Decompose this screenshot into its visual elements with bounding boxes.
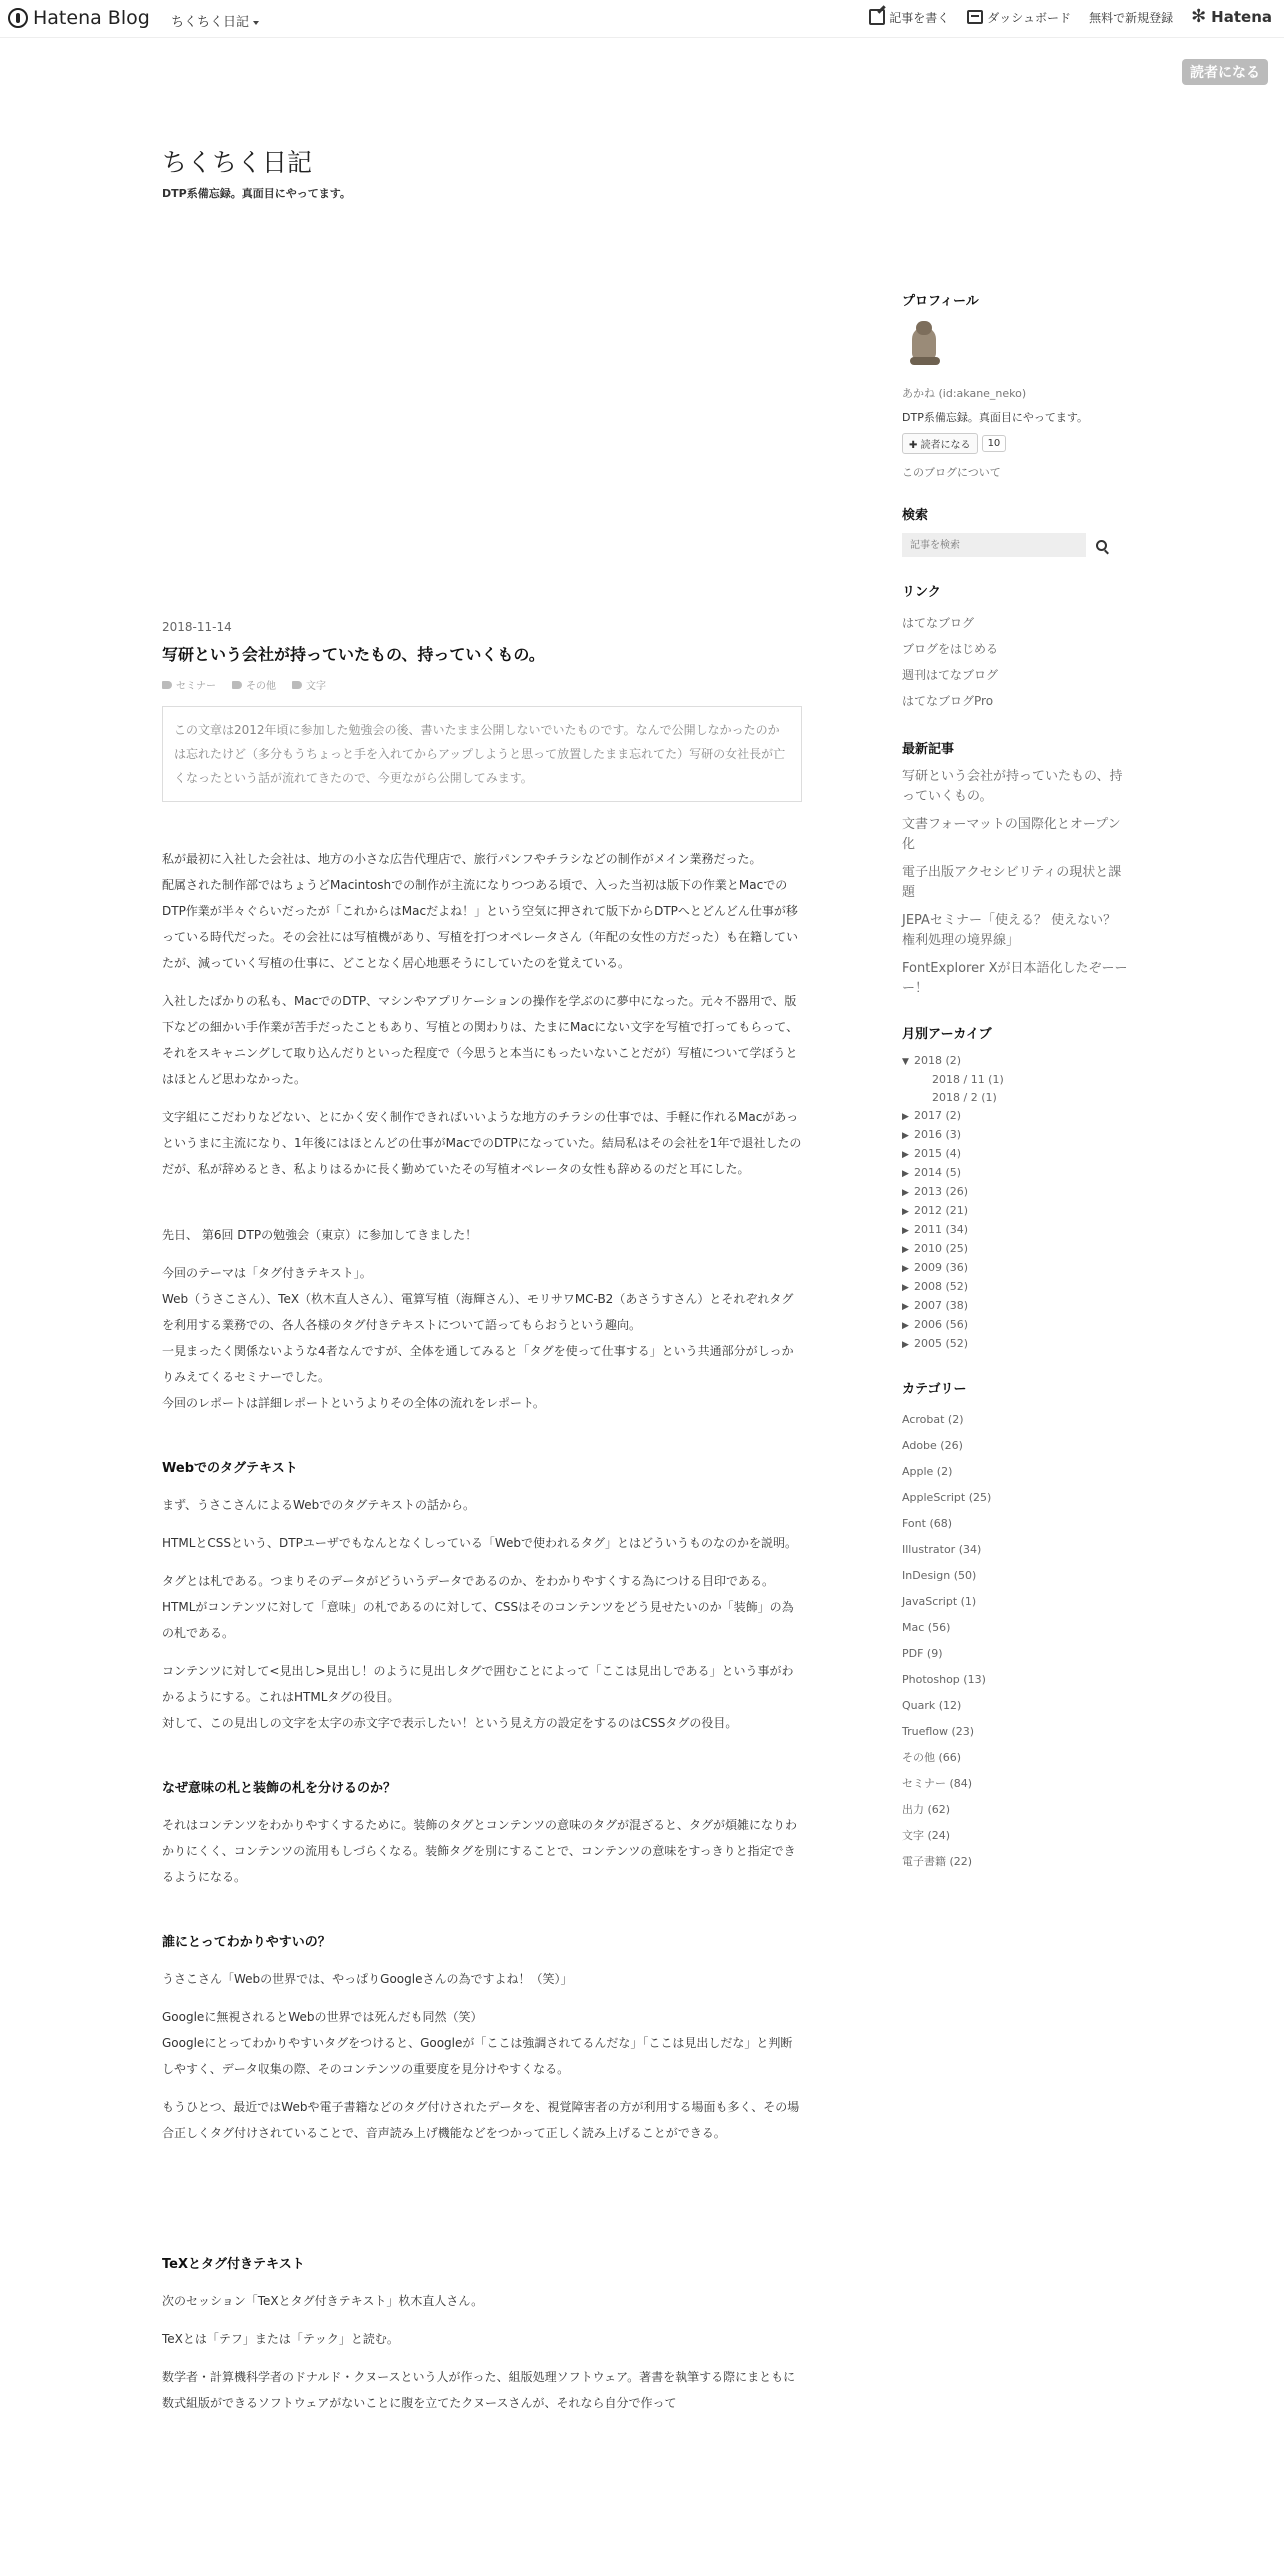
section-heading: TeXとタグ付きテキスト	[162, 2257, 305, 2272]
write-label: 記事を書く	[889, 10, 950, 25]
module-title: 最新記事	[902, 742, 955, 757]
blog-menu[interactable]	[171, 11, 259, 30]
category-item[interactable]: JavaScript (1)	[902, 1595, 977, 1608]
triangle-right-icon: ▶	[902, 1283, 909, 1293]
category-item[interactable]: PDF (9)	[902, 1647, 943, 1660]
recent-entry[interactable]: FontExplorer Xが日本語化したぞーーー！	[902, 961, 1128, 996]
recent-entry[interactable]: 写研という会社が持っていたもの、持っていくもの。	[902, 769, 1123, 804]
hatena-logo-icon	[8, 8, 28, 28]
sidebar-subscribe-button[interactable]: ✚ 読者になる	[902, 433, 978, 454]
tag-icon	[162, 681, 172, 689]
category-item[interactable]: Acrobat (2)	[902, 1413, 964, 1426]
triangle-right-icon: ▶	[902, 1207, 909, 1217]
archive-year-open[interactable]: ▼ 2018 (2)	[902, 1052, 1132, 1071]
search-icon[interactable]	[1096, 540, 1107, 551]
category-label: 文字	[306, 681, 326, 692]
archive-year[interactable]: ▶ 2009 (36)	[902, 1259, 1132, 1278]
blog-description: DTP系備忘録。真面目にやってます。	[162, 187, 351, 200]
section-heading: Webでのタグテキスト	[162, 1461, 298, 1476]
archive-module	[902, 1023, 1132, 1354]
link-item[interactable]: はてなブログPro	[902, 694, 994, 708]
article-note-box: この文章は2012年頃に参加した勉強会の後、書いたまま公開しないでいたものです。なんで公開しなかったのかは忘れたけど（多分もうちょっと手を入れてからアップしようと思って放置したまま忘れてた）写研の女社長が亡くなったという話が流れてきたので、今更ながら公開してみます。	[162, 706, 802, 802]
category-item[interactable]: Trueflow (23)	[902, 1725, 975, 1738]
hatena-label: Hatena	[1211, 8, 1272, 26]
article-date[interactable]: 2018-11-14	[162, 620, 232, 634]
paragraph: それはコンテンツをわかりやすくするために。装飾のタグとコンテンツの意味のタグが混ざると、タグが煩雑になりわかりにくく、コンテンツの流用もしづらくなる。装飾タグを別にすることで、コンテンツの意味をすっきりと指定できるようになる。	[162, 1818, 798, 1884]
recent-entry[interactable]: JEPAセミナー「使える？ 使えない？ 権利処理の境界線」	[902, 913, 1117, 948]
paragraph: まず、うさこさんによるWebでのタグテキストの話から。	[162, 1498, 475, 1512]
category-item[interactable]: セミナー (84)	[902, 1777, 973, 1790]
tag-icon	[292, 681, 302, 689]
paragraph: コンテンツに対して<見出し>見出し！のように見出しタグで囲むことによって「ここは見出しである」という事がわかるようにする。これはHTMLタグの役目。 対して、この見出しの文字を太字の赤文字で表示したい！という見え方の設定をするのはCSSタグの役目。	[162, 1664, 794, 1730]
paragraph: Googleに無視されるとWebの世界では死んだも同然（笑） Googleにとってわかりやすいタグをつけると、Googleが「ここは強調されてるんだな」「ここは見出しだな」と判断しやすく、データ収集の際、そのコンテンツの重要度を見分けやすくなる。	[162, 2010, 793, 2076]
category-tag[interactable]	[292, 677, 326, 692]
hatena-star-icon: ✻	[1191, 6, 1207, 27]
category-item[interactable]: Font (68)	[902, 1517, 953, 1530]
paragraph: 文字組にこだわりなどない、とにかく安く制作できればいいような地方のチラシの仕事では、手軽に作れるMacがあっというまに主流になり、1年後にはほとんどの仕事がMacでのDTPになっていた。結局私はその会社を1年で退社したのだが、私が辞めるとき、私よりはるかに長く勤めていたその写植オペレータの女性も辞めるのだと耳にした。	[162, 1110, 802, 1176]
paragraph: 先日、 第6回 DTPの勉強会（東京）に参加してきました！	[162, 1228, 478, 1242]
triangle-right-icon: ▶	[902, 1150, 909, 1160]
paragraph: 今回のテーマは「タグ付きテキスト」。 Web（うさこさん）、TeX（杦木直人さん）、電算写植（海輝さん）、モリサワMC-B2（あさうすさん）とそれぞれタグを利用する業務での、各人各様のタグ付きテキストについて語ってもらおうという趣向。 一見まったく関係ないような4者なんですが、全体を通してみると「タグを使って仕事する」という共通部分がしっかりみえてくるセミナーでした。 今回のレポートは詳細レポートというよりその全体の流れをレポート。	[162, 1266, 794, 1410]
archive-year[interactable]: ▶ 2015 (4)	[902, 1145, 1132, 1164]
archive-year[interactable]: ▶ 2006 (56)	[902, 1316, 1132, 1335]
recent-entry[interactable]: 電子出版アクセシビリティの現状と課題	[902, 865, 1122, 900]
paragraph: 次のセッション「TeXとタグ付きテキスト」杦木直人さん。	[162, 2294, 484, 2308]
category-label: セミナー	[176, 681, 216, 692]
article-categories	[162, 677, 802, 692]
section-heading: 誰にとってわかりやすいの？	[162, 1935, 331, 1950]
paragraph: 数学者・計算機科学者のドナルド・クヌースという人が作った、組版処理ソフトウェア。著書を執筆する際にまともに数式組版ができるソフトウェアがないことに腹を立てたクヌースさんが、それなら自分で作って	[162, 2370, 796, 2410]
triangle-right-icon: ▶	[902, 1264, 909, 1274]
recent-entries-module	[902, 738, 1132, 999]
module-title: 月別アーカイブ	[902, 1027, 992, 1042]
category-item[interactable]: Photoshop (13)	[902, 1673, 986, 1686]
category-item[interactable]: Adobe (26)	[902, 1439, 963, 1452]
link-item[interactable]: 週刊はてなブログ	[902, 668, 999, 682]
module-title: プロフィール	[902, 294, 979, 309]
dashboard-link[interactable]	[967, 9, 1071, 26]
blog-menu-label: ちくちく日記	[171, 15, 250, 30]
archive-year[interactable]: ▶ 2016 (3)	[902, 1126, 1132, 1145]
global-header	[0, 0, 1284, 38]
pen-icon	[869, 9, 885, 25]
profile-id[interactable]: あかね (id:akane_neko)	[902, 387, 1027, 400]
category-item[interactable]: 文字 (24)	[902, 1829, 951, 1842]
category-item[interactable]: Illustrator (34)	[902, 1543, 982, 1556]
profile-module	[902, 290, 1132, 480]
tag-icon	[232, 681, 242, 689]
article-body	[162, 846, 802, 2416]
archive-year[interactable]: ▶ 2007 (38)	[902, 1297, 1132, 1316]
category-tag[interactable]	[162, 677, 216, 692]
avatar[interactable]	[902, 319, 948, 371]
category-item[interactable]: その他 (66)	[902, 1751, 962, 1764]
link-item[interactable]: ブログをはじめる	[902, 642, 999, 656]
blog-title[interactable]: ちくちく日記	[162, 148, 313, 177]
category-tag[interactable]	[232, 677, 276, 692]
sidebar	[902, 290, 1132, 1899]
subscribe-label: 読者になる	[920, 440, 971, 451]
triangle-right-icon: ▶	[902, 1169, 909, 1179]
archive-month[interactable]: 2018 / 11 (1)	[932, 1073, 1004, 1086]
category-item[interactable]: Mac (56)	[902, 1621, 951, 1634]
module-title: リンク	[902, 585, 941, 600]
paragraph: HTMLとCSSという、DTPユーザでもなんとなくしっている「Webで使われるタグ」とはどういうものなのかを説明。	[162, 1536, 797, 1550]
category-item[interactable]: Apple (2)	[902, 1465, 953, 1478]
category-label: その他	[246, 681, 276, 692]
article-title[interactable]: 写研という会社が持っていたもの、持っていくもの。	[162, 645, 545, 664]
paragraph: 私が最初に入社した会社は、地方の小さな広告代理店で、旅行パンフやチラシなどの制作がメイン業務だった。 配属された制作部ではちょうどMacintoshでの制作が主流になりつつある頃で、入った当初は版下の作業とMacでのDTP作業が半々ぐらいだったが「これからはMacだよね！」という空気に押されて版下からDTPへとどんどん仕事が移っている時代だった。その会社には写植機があり、写植を打つオペレータさん（年配の女性の方だった）も在籍していたが、減っていく写植の仕事に、どことなく居心地悪そうにしていたのを覚えている。	[162, 852, 799, 970]
dashboard-icon	[967, 10, 983, 24]
category-item[interactable]: InDesign (50)	[902, 1569, 977, 1582]
triangle-right-icon: ▶	[902, 1302, 909, 1312]
category-item[interactable]: 電子書籍 (22)	[902, 1855, 973, 1868]
archive-year[interactable]: ▶ 2008 (52)	[902, 1278, 1132, 1297]
paragraph: 入社したばかりの私も、MacでのDTP、マシンやアプリケーションの操作を学ぶのに夢中になった。元々不器用で、版下などの細かい手作業が苦手だったこともあり、写植との関わりは、たまにMacにない文字を写植で打ってもらって、それをスキャニングして取り込んだりといった程度で（今思うと本当にもったいないことだが）写植について学ぼうとはほとんど思わなかった。	[162, 994, 799, 1086]
category-item[interactable]: AppleScript (25)	[902, 1491, 992, 1504]
category-module	[902, 1378, 1132, 1875]
paragraph: もうひとつ、最近ではWebや電子書籍などのタグ付けされたデータを、視覚障害者の方が利用する場面も多く、その場合正しくタグ付けされていることで、音声読み上げ機能などをつかって正しく読み上げることができる。	[162, 2100, 800, 2140]
about-blog-link[interactable]: このブログについて	[902, 466, 1001, 479]
archive-year[interactable]: ▶ 2014 (5)	[902, 1164, 1132, 1183]
paragraph: TeXとは「テフ」または「テック」と読む。	[162, 2332, 399, 2346]
triangle-down-icon: ▼	[902, 1057, 909, 1067]
archive-year[interactable]: ▶ 2011 (34)	[902, 1221, 1132, 1240]
triangle-right-icon: ▶	[902, 1340, 909, 1350]
archive-year[interactable]: ▶ 2017 (2)	[902, 1107, 1132, 1126]
header-actions	[869, 8, 1272, 26]
category-item[interactable]: 出力 (62)	[902, 1803, 951, 1816]
archive-year[interactable]: ▶ 2012 (21)	[902, 1202, 1132, 1221]
archive-year[interactable]: ▶ 2013 (26)	[902, 1183, 1132, 1202]
triangle-right-icon: ▶	[902, 1321, 909, 1331]
blog-header	[162, 143, 351, 201]
paragraph: うさこさん「Webの世界では、やっぱりGoogleさんの為ですよね！（笑）」	[162, 1972, 573, 1986]
subscriber-count: 10	[982, 435, 1007, 452]
write-article-link[interactable]	[869, 9, 949, 26]
triangle-right-icon: ▶	[902, 1188, 909, 1198]
section-heading: なぜ意味の札と装飾の札を分けるのか？	[162, 1781, 397, 1796]
triangle-right-icon: ▶	[902, 1245, 909, 1255]
search-module	[902, 504, 1132, 557]
signup-link[interactable]: 無料で新規登録	[1089, 10, 1174, 25]
links-module	[902, 581, 1132, 714]
archive-year[interactable]: ▶ 2005 (52)	[902, 1335, 1132, 1354]
category-item[interactable]: Quark (12)	[902, 1699, 962, 1712]
archive-year[interactable]: ▶ 2010 (25)	[902, 1240, 1132, 1259]
recent-entry[interactable]: 文書フォーマットの国際化とオープン化	[902, 817, 1121, 852]
caret-down-icon	[253, 21, 259, 25]
module-title: カテゴリー	[902, 1382, 967, 1397]
triangle-right-icon: ▶	[902, 1112, 909, 1122]
search-input[interactable]	[902, 533, 1086, 557]
logo-text: Hatena Blog	[33, 7, 150, 29]
link-item[interactable]: はてなブログ	[902, 616, 975, 630]
subscribe-button[interactable]: 読者になる	[1182, 59, 1268, 85]
module-title: 検索	[902, 508, 929, 523]
article	[162, 620, 802, 2428]
paragraph: タグとは札である。つまりそのデータがどういうデータであるのか、をわかりやすくする為につける目印である。 HTMLがコンテンツに対して「意味」の札であるのに対して、CSSはそのコンテンツをどう見せたいのか「装飾」の為の札である。	[162, 1574, 794, 1640]
hatena-link[interactable]	[1191, 8, 1272, 26]
dashboard-label: ダッシュボード	[987, 10, 1072, 25]
hatena-blog-logo[interactable]	[8, 7, 150, 29]
profile-description: DTP系備忘録。真面目にやってます。	[902, 411, 1088, 424]
triangle-right-icon: ▶	[902, 1131, 909, 1141]
triangle-right-icon: ▶	[902, 1226, 909, 1236]
archive-month[interactable]: 2018 / 2 (1)	[932, 1091, 997, 1104]
